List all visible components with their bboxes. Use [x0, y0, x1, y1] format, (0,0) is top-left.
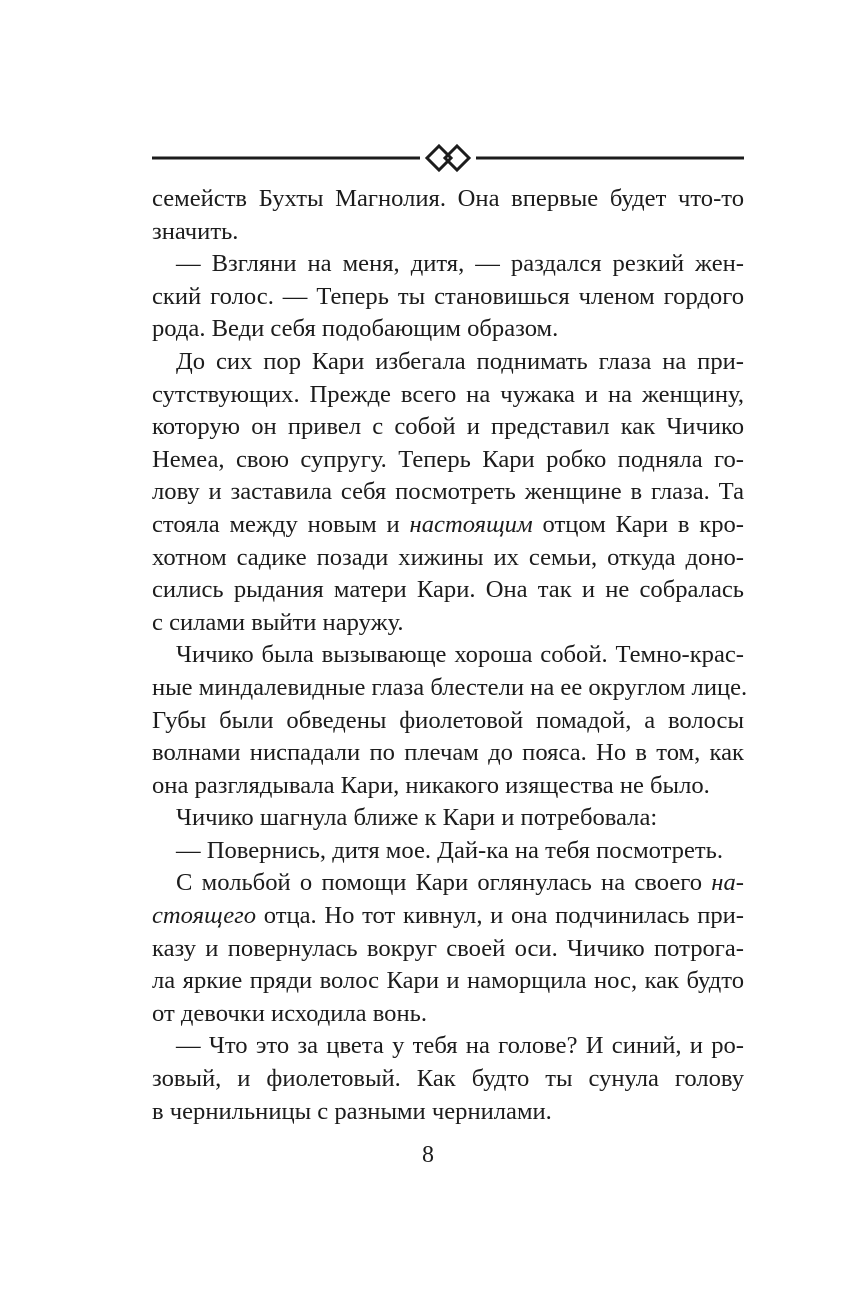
text-line: она разглядывала Кари, никакого изящества не было.	[152, 771, 710, 799]
text-run: С мольбой о помощи Кари оглянулась на своего	[176, 869, 712, 897]
text-line: зовый, и фиолетовый. Как будто ты сунула голову	[152, 1065, 744, 1093]
italic-text: настоящим	[409, 510, 533, 538]
text-line: значить.	[152, 217, 239, 245]
text-line: До сих пор Кари избегала поднимать глаза на при-	[176, 347, 744, 375]
text-line: — Что это за цвета у тебя на голове? И синий, и ро-	[176, 1032, 744, 1060]
page-number: 8	[422, 1142, 434, 1168]
text-line: от девочки исходила вонь.	[152, 999, 428, 1027]
text-line: ский голос. — Теперь ты становишься членом гордого	[152, 282, 744, 310]
text-line: с силами выйти наружу.	[152, 608, 404, 636]
text-line: рода. Веди себя подобающим образом.	[152, 315, 559, 343]
text-line: семейств Бухты Магнолия. Она впервые будет что-то	[152, 185, 744, 212]
text-line: — Повернись, дитя мое. Дай-ка на тебя посмотреть.	[176, 836, 723, 864]
text-line	[152, 900, 744, 933]
text-line: — Взгляни на меня, дитя, — раздался резкий жен-	[176, 250, 744, 278]
text-line: сутствующих. Прежде всего на чужака и на женщину,	[152, 380, 744, 408]
text-line: лову и заставила себя посмотреть женщине в глаза. Та	[152, 478, 744, 506]
diamond-knot-ornament-icon	[152, 140, 744, 176]
text-line: ные миндалевидные глаза блестели на ее округлом лице.	[152, 673, 748, 701]
text-run: отцом Кари в кро-	[532, 510, 744, 538]
text-line	[152, 509, 744, 542]
text-line: в чернильницы с разными чернилами.	[152, 1097, 552, 1125]
text-line: Чичико была вызывающе хороша собой. Темно-крас-	[176, 641, 744, 669]
text-line: казу и повернулась вокруг своей оси. Чичико потрога-	[152, 934, 744, 962]
text-line: Губы были обведены фиолетовой помадой, а волосы	[152, 706, 744, 734]
text-line: которую он привел с собой и представил как Чичико	[152, 413, 744, 441]
italic-text: на-	[711, 869, 744, 897]
text-line	[152, 867, 744, 900]
italic-text: стоящего	[152, 902, 257, 930]
text-line: сились рыдания матери Кари. Она так и не собралась	[152, 576, 744, 604]
header-ornament	[152, 140, 744, 176]
text-line: Чичико шагнула ближе к Кари и потребовала:	[176, 804, 658, 832]
text-line: Немеа, свою супругу. Теперь Кари робко подняла го-	[152, 445, 744, 473]
text-line: хотном садике позади хижины их семьи, откуда доно-	[152, 543, 744, 571]
text-run: отца. Но тот кивнул, и она подчинилась при-	[256, 902, 744, 930]
text-line: волнами ниспадали по плечам до пояса. Но в том, как	[152, 739, 744, 767]
body-text	[152, 183, 748, 1128]
text-run: стояла между новым и	[152, 510, 410, 538]
text-line: ла яркие пряди волос Кари и наморщила нос, как будто	[152, 967, 744, 995]
